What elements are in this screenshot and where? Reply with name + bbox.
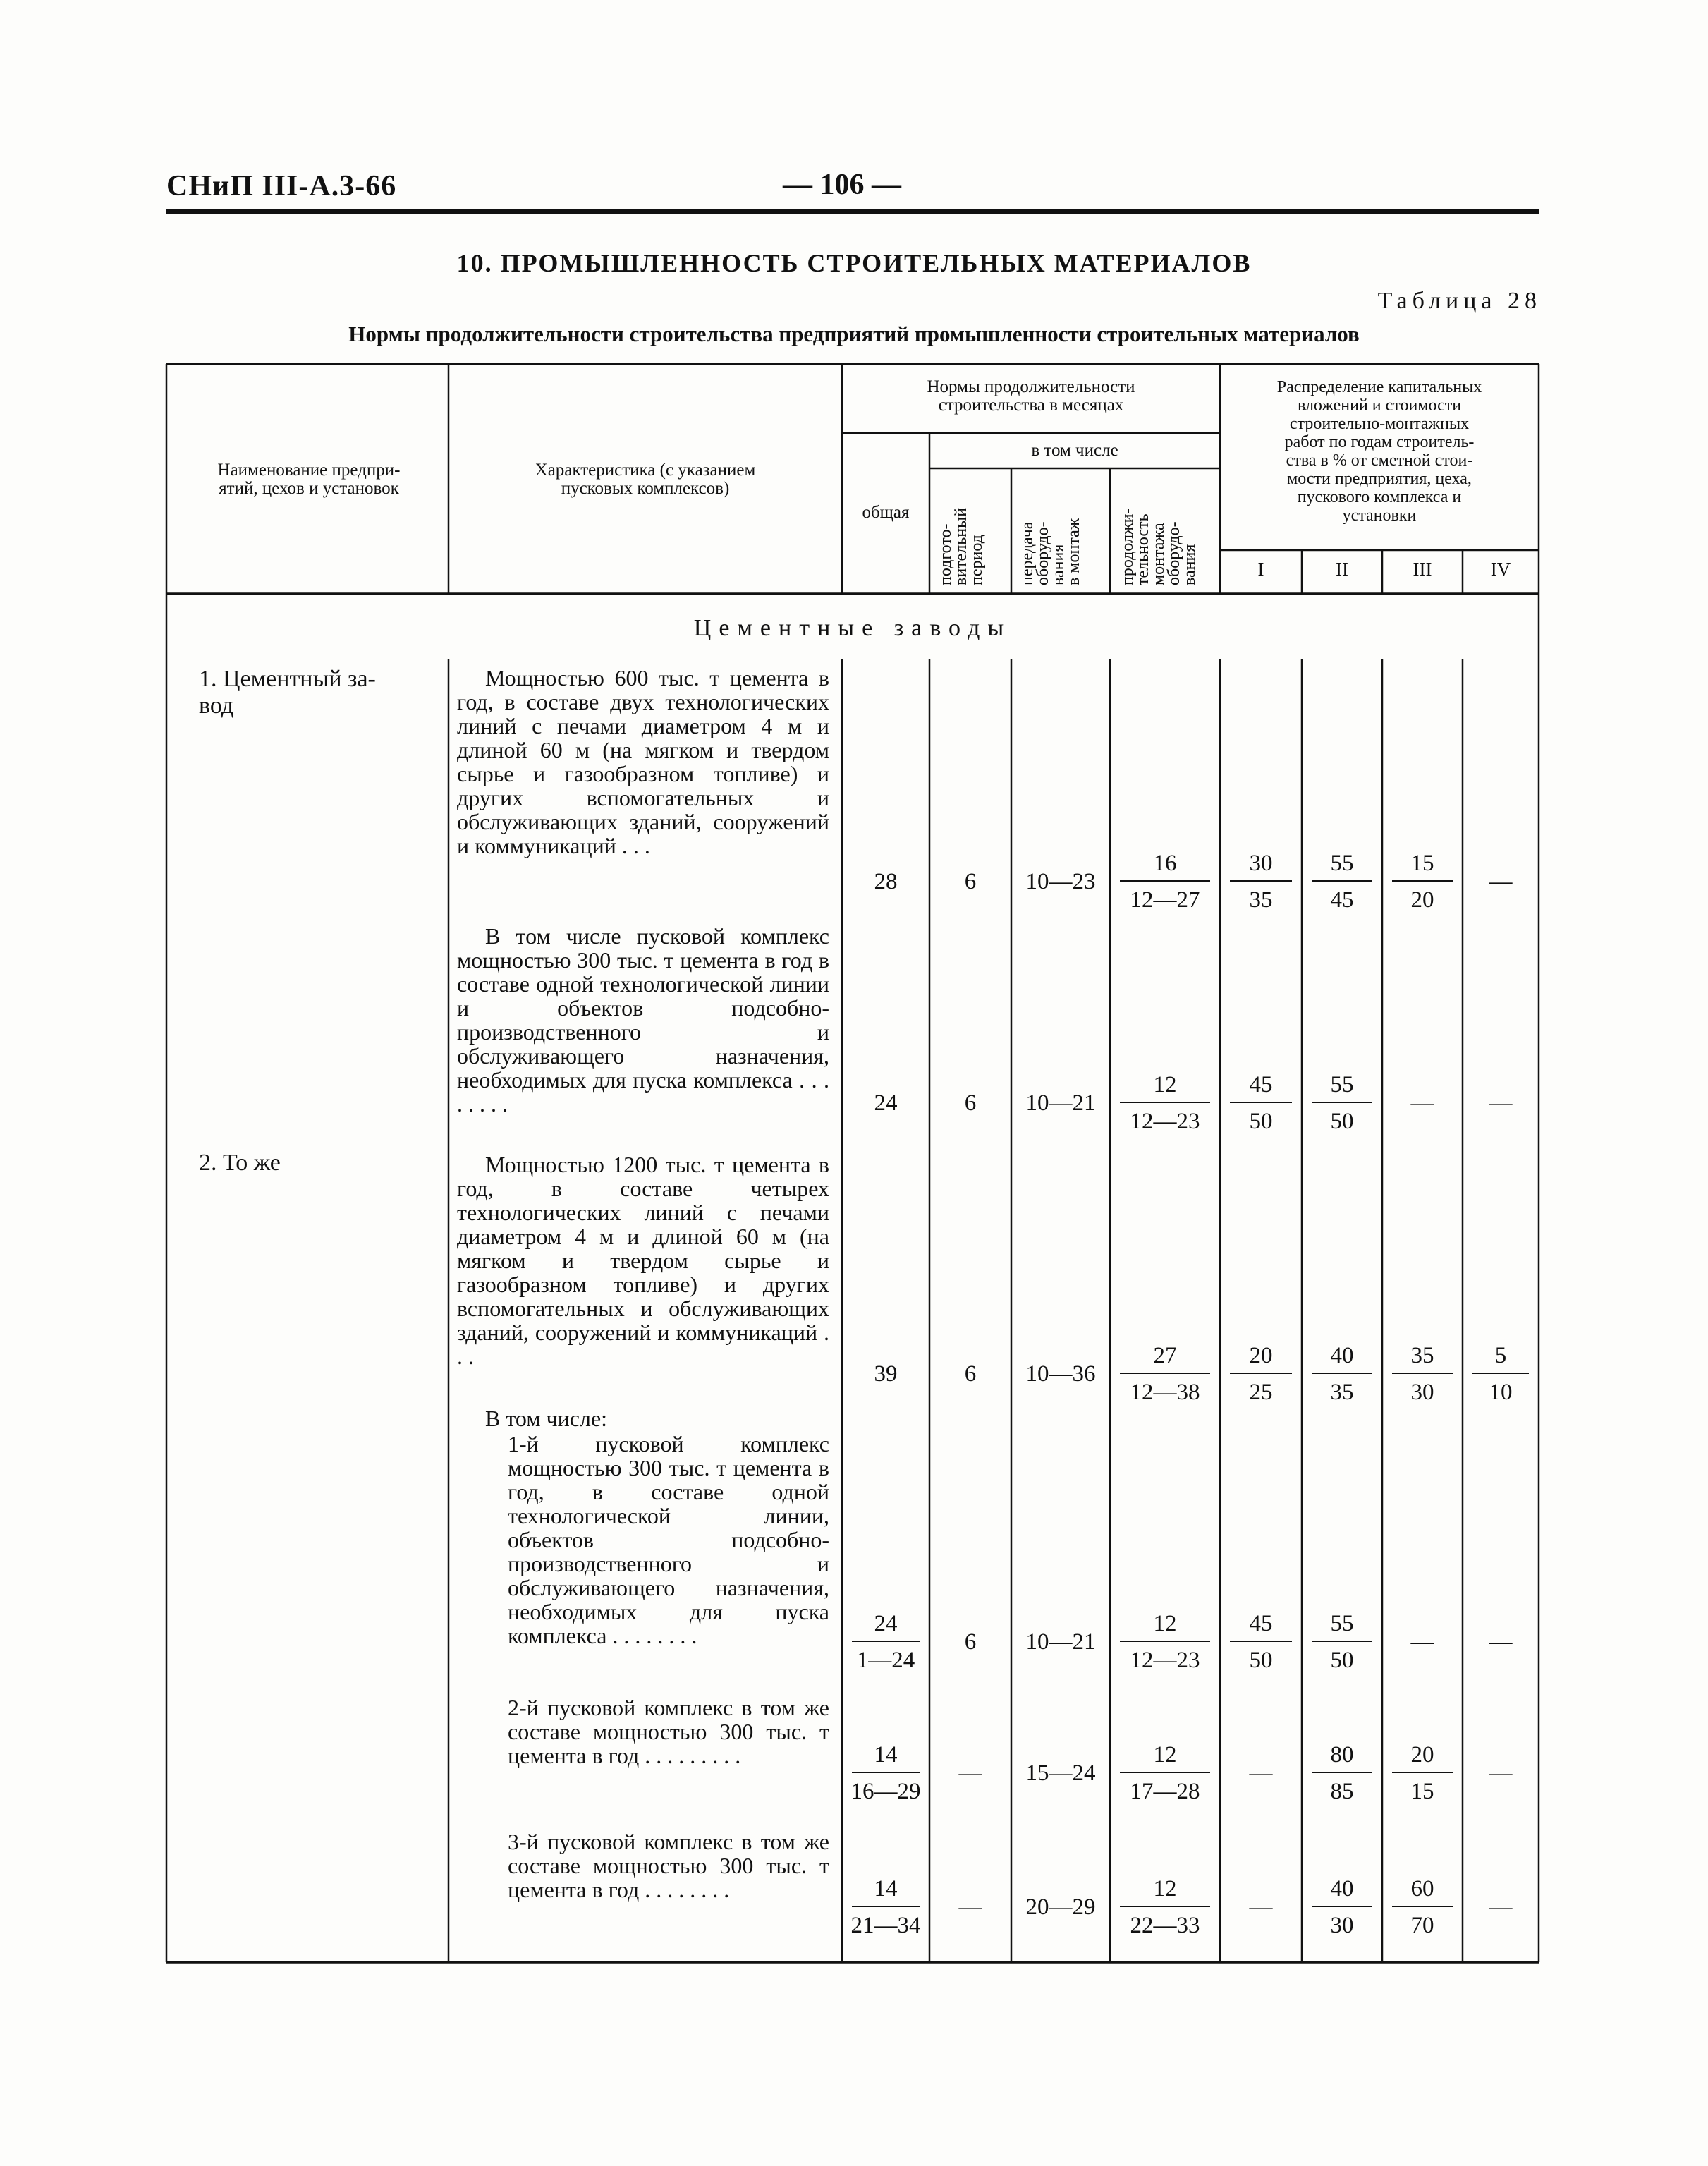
denominator: 16—29	[850, 1779, 921, 1804]
numerator: 24	[852, 1611, 920, 1642]
denominator: 22—33	[1130, 1913, 1200, 1938]
numerator: 55	[1312, 1611, 1372, 1642]
row-description: Мощностью 1200 тыс. т цемента в год, в составе четырех технологических линий с печами диаметром 4 м и длиной 60 м (на мягком и твердом сырье и газообразном топливе) и других вспомогательных и обслуживающих зданий, сооружений и коммуникаций . . .	[457, 1152, 829, 1369]
section-title: 10. ПРОМЫШЛЕННОСТЬ СТРОИТЕЛЬНЫХ МАТЕРИАЛОВ	[456, 249, 1252, 277]
numerator: 80	[1312, 1742, 1372, 1773]
row-description: 2-й пусковой комплекс в том же составе мощностью 300 тыс. т цемента в год . . . . . . . . .	[508, 1695, 829, 1768]
fraction-value	[1110, 1742, 1220, 1804]
denominator: 70	[1410, 1913, 1434, 1938]
denominator: 17—28	[1130, 1779, 1200, 1804]
cell-value: 24	[874, 1090, 898, 1116]
item-name: 2. То же	[199, 1150, 281, 1176]
denominator: 12—27	[1130, 887, 1200, 913]
cell-value: —	[1489, 1894, 1513, 1920]
numerator: 15	[1392, 851, 1453, 882]
numerator: 12	[1120, 1611, 1210, 1642]
numerator: 12	[1120, 1072, 1210, 1103]
fraction-value	[1110, 1072, 1220, 1134]
cell-value: 10—36	[1025, 1361, 1096, 1387]
cell-value: —	[1489, 1629, 1513, 1655]
cell-value: 28	[874, 869, 898, 894]
col-header-total: общая	[862, 503, 910, 522]
category-heading: Цементные заводы	[693, 615, 1012, 641]
doc-code: СНиП III-А.3-66	[166, 170, 397, 202]
numerator: 40	[1312, 1876, 1372, 1907]
item-name: 1. Цементный за- вод	[199, 666, 376, 719]
fraction-value	[1302, 1343, 1382, 1405]
denominator: 12—38	[1130, 1380, 1200, 1405]
fraction-value	[1110, 851, 1220, 913]
cell-value: —	[1489, 869, 1513, 894]
denominator: 50	[1249, 1109, 1273, 1134]
fraction-value	[1110, 1611, 1220, 1673]
numerator: 45	[1230, 1611, 1292, 1642]
row-intro: В том числе:	[485, 1406, 608, 1431]
row-description: Мощностью 600 тыс. т цемента в год, в составе двух технологических линий с печами диаметром 4 м и длиной 60 м (на мягком и твердом сырье и газообразном топливе) и других вспомогательных и обслуживающих зданий, сооружений и коммуникаций . . .	[457, 665, 829, 858]
denominator: 25	[1249, 1380, 1273, 1405]
col-header-including: в том числе	[1031, 441, 1118, 460]
denominator: 35	[1330, 1380, 1354, 1405]
col-header-transfer: передача оборудо- вания в монтаж	[1018, 518, 1083, 585]
numerator: 16	[1120, 851, 1210, 882]
cell-value: —	[958, 1760, 982, 1786]
cell-value: 6	[964, 869, 977, 894]
col-header-year-1: I	[1257, 559, 1264, 580]
denominator: 45	[1330, 887, 1354, 913]
col-header-year-3: III	[1413, 559, 1432, 580]
numerator: 20	[1230, 1343, 1292, 1374]
denominator: 12—23	[1130, 1648, 1200, 1673]
numerator: 27	[1120, 1343, 1210, 1374]
fraction-value	[1382, 1876, 1463, 1938]
denominator: 21—34	[850, 1913, 921, 1938]
fraction-value	[1382, 1742, 1463, 1804]
col-header-prep: подгото- вительный период	[937, 507, 986, 585]
fraction-value	[1220, 1072, 1302, 1134]
row-description: 3-й пусковой комплекс в том же составе мощностью 300 тыс. т цемента в год . . . . . . . .	[508, 1829, 829, 1902]
row-description: В том числе пусковой комплекс мощностью 300 тыс. т цемента в год в составе одной технологической линии и объектов подсобно-производственного и обслуживающего назначения, необходимых для пуска комплекса . . . . . . . .	[457, 923, 829, 1117]
denominator: 35	[1249, 887, 1273, 913]
cell-value: —	[1410, 1629, 1434, 1655]
denominator: 1—24	[856, 1648, 915, 1673]
fraction-value	[1110, 1876, 1220, 1938]
denominator: 50	[1249, 1648, 1273, 1673]
numerator: 12	[1120, 1876, 1210, 1907]
col-header-norms-group: Нормы продолжительности строительства в месяцах	[927, 377, 1135, 415]
denominator: 12—23	[1130, 1109, 1200, 1134]
denominator: 20	[1410, 887, 1434, 913]
numerator: 20	[1392, 1742, 1453, 1773]
cell-value: 20—29	[1025, 1894, 1096, 1920]
fraction-value	[842, 1742, 929, 1804]
fraction-value	[842, 1611, 929, 1673]
numerator: 14	[852, 1742, 920, 1773]
fraction-value	[1302, 1611, 1382, 1673]
fraction-value	[1463, 1343, 1539, 1405]
numerator: 5	[1472, 1343, 1529, 1374]
page-number: — 106 —	[783, 169, 901, 201]
numerator: 55	[1312, 1072, 1372, 1103]
fraction-value	[1220, 1343, 1302, 1405]
cell-value: —	[1410, 1090, 1434, 1116]
col-header-name: Наименование предпри- ятий, цехов и установок	[217, 461, 401, 498]
cell-value: 6	[964, 1361, 977, 1387]
numerator: 45	[1230, 1072, 1292, 1103]
col-header-year-4: IV	[1490, 559, 1511, 580]
col-header-distribution: Распределение капитальных вложений и стоимости строительно-монтажных работ по годам строитель- ства в % от сметной стои- мости предприятия, цеха, пускового комплекса и установки	[1276, 378, 1482, 525]
denominator: 50	[1330, 1648, 1354, 1673]
cell-value: 10—23	[1025, 869, 1096, 894]
cell-value: 39	[874, 1361, 898, 1387]
cell-value: 6	[964, 1629, 977, 1655]
numerator: 14	[852, 1876, 920, 1907]
cell-value: —	[958, 1894, 982, 1920]
fraction-value	[1302, 1072, 1382, 1134]
fraction-value	[1302, 1876, 1382, 1938]
table-label: Таблица 28	[1377, 288, 1542, 314]
cell-value: —	[1249, 1894, 1273, 1920]
denominator: 50	[1330, 1109, 1354, 1134]
numerator: 30	[1230, 851, 1292, 882]
cell-value: —	[1489, 1090, 1513, 1116]
col-header-year-2: II	[1336, 559, 1348, 580]
col-header-characteristic: Характеристика (с указанием пусковых комплексов)	[535, 461, 756, 498]
numerator: 40	[1312, 1343, 1372, 1374]
fraction-value	[1220, 1611, 1302, 1673]
numerator: 55	[1312, 851, 1372, 882]
denominator: 30	[1410, 1380, 1434, 1405]
fraction-value	[842, 1876, 929, 1938]
cell-value: 15—24	[1025, 1760, 1096, 1786]
denominator: 30	[1330, 1913, 1354, 1938]
numerator: 60	[1392, 1876, 1453, 1907]
fraction-value	[1220, 851, 1302, 913]
fraction-value	[1302, 1742, 1382, 1804]
cell-value: —	[1249, 1760, 1273, 1786]
denominator: 15	[1410, 1779, 1434, 1804]
col-header-install: продолжи- тельность монтажа оборудо- вания	[1118, 508, 1199, 585]
fraction-value	[1382, 851, 1463, 913]
numerator: 35	[1392, 1343, 1453, 1374]
row-description: 1-й пусковой комплекс мощностью 300 тыс. т цемента в год, в составе одной технологической линии, объектов подсобно-производственного и обслуживающего назначения, необходимых для пуска комплекса . . . . . . . .	[508, 1431, 829, 1648]
cell-value: 10—21	[1025, 1090, 1096, 1116]
cell-value: 6	[964, 1090, 977, 1116]
numerator: 12	[1120, 1742, 1210, 1773]
denominator: 10	[1489, 1380, 1513, 1405]
fraction-value	[1110, 1343, 1220, 1405]
fraction-value	[1302, 851, 1382, 913]
fraction-value	[1382, 1343, 1463, 1405]
cell-value: 10—21	[1025, 1629, 1096, 1655]
table-title: Нормы продолжительности строительства предприятий промышленности строительных материалов	[348, 322, 1360, 346]
denominator: 85	[1330, 1779, 1354, 1804]
cell-value: —	[1489, 1760, 1513, 1786]
